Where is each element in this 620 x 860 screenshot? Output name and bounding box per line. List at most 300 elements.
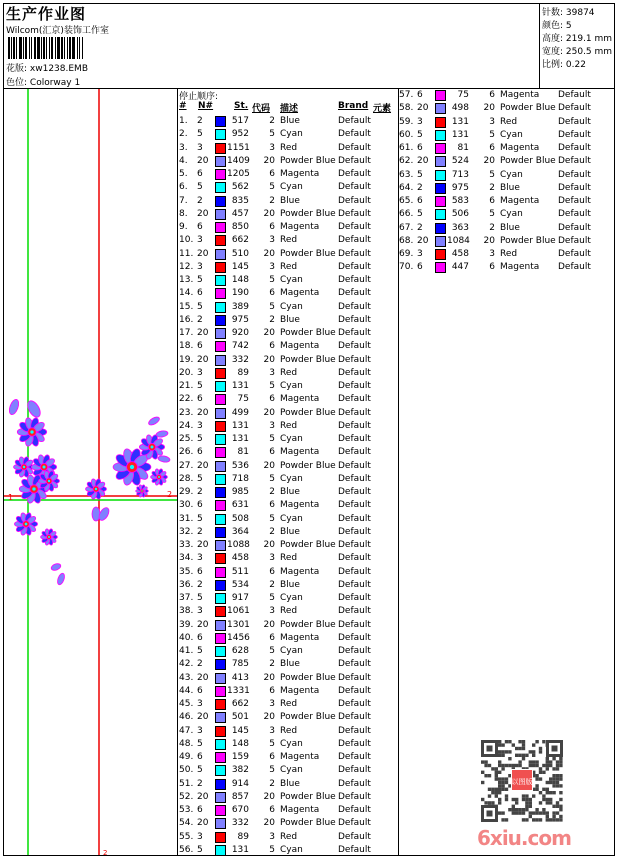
qr-module [535,811,538,814]
row-stitches: 670 [231,805,249,815]
qr-module [491,801,494,804]
qr-module [546,788,549,791]
qr-module [559,808,562,811]
qr-module [505,777,508,780]
qr-module [505,788,508,791]
barcode-bar [69,37,71,59]
row-index: 66. [399,209,414,220]
table-row [179,327,394,340]
row-needle: 6 [197,632,203,643]
row-brand: Default [338,646,371,656]
color-swatch [215,673,226,684]
header-needle: N# [198,101,214,111]
qr-module [505,764,508,767]
row-code: 6 [269,685,275,696]
row-needle: 20 [197,354,209,365]
color-swatch [215,235,226,246]
table-row [179,407,394,420]
qr-module [525,818,528,821]
row-brand: Default [338,142,371,153]
color-swatch [215,553,226,564]
qr-module [542,794,545,797]
row-needle: 6 [197,169,203,179]
row-stitches: 1151 [227,142,250,153]
qr-module [552,777,555,780]
row-brand: Default [338,261,371,272]
row-index: 37. [179,593,194,603]
row-code: 20 [263,818,275,829]
barcode-bar [43,37,45,59]
color-swatch [215,646,226,657]
barcode-bar [16,37,17,59]
row-code: 5 [269,646,275,656]
row-description: Cyan [280,646,303,656]
color-swatch [215,288,226,299]
row-description: Red [280,235,298,246]
row-description: Cyan [280,513,303,524]
qr-module [484,764,487,767]
row-brand: Default [338,606,371,617]
qr-module [546,760,549,763]
row-brand: Default [558,209,591,220]
row-stitches: 190 [231,288,249,299]
row-stitches: 713 [451,169,469,180]
qr-module [522,798,525,801]
row-needle: 20 [197,672,209,683]
embroidery-flower [14,512,37,536]
row-description: Magenta [280,394,320,405]
design-width: 宽度: 250.5 mm [542,47,613,57]
qr-module [556,801,559,804]
row-brand: Default [338,725,371,736]
qr-module [546,757,549,760]
row-stitches: 975 [451,182,469,193]
header-brand: Brand [338,101,369,111]
qr-module [546,815,549,818]
row-index: 55. [179,831,194,842]
row-needle: 6 [197,752,203,762]
row-needle: 3 [197,235,203,246]
row-brand: Default [558,156,591,167]
qr-module [556,781,559,784]
qr-module [495,794,498,797]
barcode-bar [79,37,80,59]
row-stitches: 914 [231,778,249,789]
row-stitches: 742 [231,341,249,352]
row-brand: Default [338,619,371,630]
row-code: 2 [269,116,275,126]
row-description: Cyan [280,129,303,140]
table-row [179,486,394,499]
row-stitches: 975 [231,314,249,325]
header-index: # [179,101,187,111]
qr-module [522,757,525,760]
color-swatch [435,117,446,128]
color-swatch [215,620,226,631]
qr-module [532,750,535,753]
row-index: 12. [179,261,194,272]
row-code: 20 [263,712,275,723]
row-index: 30. [179,500,194,511]
qr-module [518,808,521,811]
row-needle: 5 [197,646,203,656]
qr-module [556,760,559,763]
color-swatch [215,169,226,180]
table-row [179,314,394,327]
qr-module [552,805,555,808]
qr-module [505,750,508,753]
row-code: 3 [269,606,275,617]
row-needle: 2 [197,314,203,325]
qr-module [515,808,518,811]
qr-module [559,798,562,801]
barcode-bar [13,37,15,59]
row-index: 43. [179,672,194,683]
qr-module [529,811,532,814]
row-needle: 6 [417,196,423,206]
color-swatch [215,567,226,578]
row-code: 2 [489,222,495,233]
row-index: 57. [399,90,414,100]
qr-module [491,767,494,770]
row-code: 6 [269,169,275,179]
row-brand: Default [338,844,371,855]
row-description: Red [280,367,298,378]
color-swatch [215,249,226,260]
table-row [179,142,394,155]
qr-module [549,760,552,763]
row-description: Magenta [500,196,540,206]
row-needle: 5 [197,844,203,855]
qr-module [559,805,562,808]
row-description: Magenta [280,685,320,696]
qr-module [491,788,494,791]
row-index: 19. [179,354,194,365]
table-row [179,208,394,221]
qr-module [498,801,501,804]
row-description: Magenta [500,262,540,273]
row-code: 6 [269,288,275,299]
row-brand: Default [338,182,371,193]
row-brand: Default [338,235,371,246]
row-description: Cyan [280,182,303,193]
qr-module [546,791,549,794]
color-swatch [215,275,226,286]
row-brand: Default [338,553,371,564]
row-index: 27. [179,460,194,471]
stitch-count: 针数: 39874 [542,8,595,18]
color-swatch [215,315,226,326]
qr-module [552,818,555,821]
row-index: 20. [179,367,194,378]
color-swatch [215,222,226,233]
row-code: 5 [269,129,275,140]
table-row [179,672,394,685]
info-divider [539,3,540,89]
header-stitches: St. [234,101,249,111]
row-brand: Default [558,262,591,273]
row-description: Red [280,261,298,272]
row-description: Cyan [500,169,523,180]
color-swatch [215,606,226,617]
row-needle: 5 [197,513,203,524]
row-brand: Default [338,367,371,378]
table-row [179,420,394,433]
row-index: 9. [179,222,188,232]
qr-module [559,757,562,760]
color-swatch [435,249,446,260]
row-code: 20 [263,672,275,683]
row-index: 23. [179,407,194,418]
design-file-value: xw1238.EMB [29,64,88,74]
row-stitches: 1205 [227,169,250,179]
row-description: Magenta [280,752,320,762]
row-index: 24. [179,420,194,431]
qr-module [542,811,545,814]
qr-module [546,811,549,814]
row-needle: 5 [197,129,203,140]
qr-module [508,764,511,767]
row-brand: Default [338,526,371,537]
row-brand: Default [338,129,371,140]
qr-module [525,794,528,797]
qr-module [539,750,542,753]
barcode-bar [25,37,27,59]
qr-module [525,808,528,811]
row-description: Red [500,116,518,127]
row-description: Magenta [280,169,320,179]
row-stitches: 447 [451,262,469,273]
row-needle: 20 [197,460,209,471]
qr-module [508,750,511,753]
table-row [179,725,394,738]
row-brand: Default [338,301,371,312]
qr-module [535,764,538,767]
qr-module [501,754,504,757]
preview-divider [177,88,178,856]
row-code: 3 [269,367,275,378]
row-description: Red [280,553,298,564]
row-needle: 6 [197,500,203,511]
row-index: 21. [179,381,194,391]
row-description: Blue [280,314,300,325]
row-description: Powder Blue [500,156,556,167]
row-needle: 5 [197,275,203,285]
row-code: 3 [269,235,275,246]
row-index: 13. [179,275,194,285]
row-needle: 6 [197,685,203,696]
row-index: 22. [179,394,194,405]
row-brand: Default [338,420,371,431]
color-swatch [435,196,446,207]
row-needle: 20 [197,328,209,338]
qr-module [535,788,538,791]
qr-module [501,750,504,753]
row-description: Cyan [280,473,303,484]
row-needle: 6 [417,143,423,153]
header-element: 元素 [373,104,392,114]
qr-module [501,818,504,821]
studio-name: Wilcom(汇京)装饰工作室 [6,26,109,36]
qr-module [535,774,538,777]
qr-module [535,808,538,811]
table-row [179,460,394,473]
color-swatch [215,686,226,697]
table-row [399,102,614,115]
qr-module [546,818,549,821]
row-stitches: 1061 [227,606,250,617]
barcode-bar [19,37,22,59]
row-brand: Default [338,712,371,723]
design-scale: 比例: 0.22 [542,60,586,70]
row-needle: 6 [417,262,423,273]
row-code: 3 [269,142,275,153]
qr-module [552,811,555,814]
qr-module [539,791,542,794]
color-swatch [215,752,226,763]
barcode-bar [77,37,78,59]
row-stitches: 785 [231,659,249,670]
row-brand: Default [558,90,591,100]
color-swatch [215,262,226,273]
row-index: 69. [399,249,414,259]
table-row [179,433,394,446]
qr-module [542,771,545,774]
qr-module [515,764,518,767]
row-code: 2 [269,314,275,325]
row-brand: Default [338,818,371,829]
qr-module [535,777,538,780]
row-brand: Default [338,500,371,511]
row-code: 5 [269,738,275,749]
row-description: Powder Blue [500,235,556,246]
qr-module [501,781,504,784]
row-brand: Default [338,672,371,683]
row-description: Blue [500,222,520,233]
row-code: 3 [269,699,275,709]
row-index: 42. [179,659,194,670]
row-stitches: 920 [231,328,249,338]
row-index: 70. [399,262,414,273]
qr-module [522,740,525,743]
qr-module [498,764,501,767]
row-stitches: 857 [231,791,249,802]
qr-module [529,798,532,801]
row-stitches: 662 [231,699,249,709]
row-stitches: 75 [457,90,469,100]
qr-module [498,781,501,784]
row-needle: 2 [417,222,423,233]
row-description: Magenta [280,288,320,299]
qr-module [488,801,491,804]
row-stitches: 131 [231,381,249,391]
row-brand: Default [338,407,371,418]
row-index: 56. [179,844,194,855]
color-swatch [215,726,226,737]
row-brand: Default [338,791,371,802]
embroidery-leaf [158,455,171,463]
table-row [179,367,394,380]
row-description: Magenta [280,632,320,643]
row-needle: 2 [197,116,203,126]
row-description: Cyan [280,765,303,776]
qr-module [501,788,504,791]
row-code: 2 [269,487,275,497]
row-stitches: 917 [231,593,249,603]
table-row [179,592,394,605]
row-index: 31. [179,513,194,524]
row-needle: 3 [197,420,203,431]
row-needle: 20 [197,540,209,550]
row-brand: Default [338,540,371,550]
qr-module [498,798,501,801]
row-brand: Default [338,805,371,815]
table-row [179,658,394,671]
row-code: 20 [263,540,275,550]
table-row [179,605,394,618]
row-stitches: 631 [231,500,249,511]
row-description: Blue [280,579,300,590]
row-index: 2. [179,129,188,140]
row-stitches: 382 [231,765,249,776]
qr-module [546,781,549,784]
row-brand: Default [338,685,371,696]
row-brand: Default [338,195,371,206]
row-stitches: 332 [231,354,249,365]
color-swatch [435,143,446,154]
row-code: 6 [269,394,275,405]
qr-module [488,788,491,791]
design-preview [4,89,177,855]
color-swatch [215,341,226,352]
barcode-bar [61,37,63,59]
qr-module [522,794,525,797]
row-code: 2 [269,195,275,206]
row-index: 10. [179,235,194,246]
row-description: Cyan [280,738,303,749]
row-index: 36. [179,579,194,590]
row-code: 2 [269,659,275,670]
table-row [179,155,394,168]
design-preview-canvas [4,89,177,855]
color-swatch [215,156,226,167]
row-stitches: 524 [451,156,469,167]
row-stitches: 718 [231,473,249,484]
color-swatch [435,262,446,273]
row-brand: Default [558,235,591,246]
qr-module [552,774,555,777]
design-height: 高度: 219.1 mm [542,34,613,44]
row-index: 63. [399,169,414,180]
row-stitches: 628 [231,646,249,656]
row-needle: 3 [197,367,203,378]
row-needle: 3 [197,261,203,272]
row-description: Blue [280,526,300,537]
row-brand: Default [338,354,371,365]
qr-module [559,815,562,818]
qr-module [481,771,484,774]
table-row [399,222,614,235]
color-swatch [215,461,226,472]
row-stitches: 1301 [227,619,250,630]
qr-module [549,801,552,804]
qr-module [484,760,487,763]
row-code: 2 [489,182,495,193]
table-row [179,778,394,791]
table-row [179,632,394,645]
qr-code [481,740,563,822]
row-stitches: 1331 [227,685,250,696]
